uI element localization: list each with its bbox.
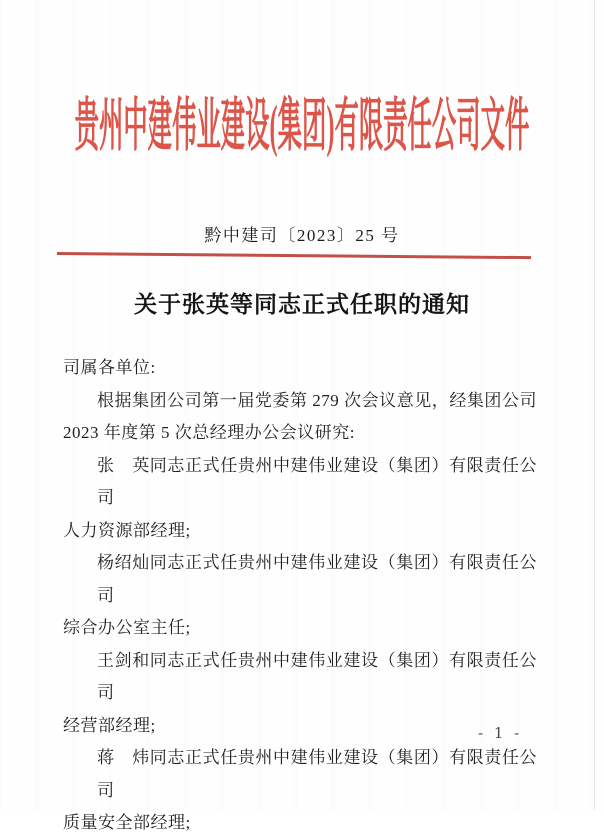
page-number: - 1 - <box>478 724 523 742</box>
body-line: 王剑和同志正式任贵州中建伟业建设（集团）有限责任公司 <box>97 650 537 702</box>
body-line: 经营部经理; <box>63 715 156 735</box>
org-title-text: 贵州中建伟业建设(集团)有限责任公司文件 <box>74 93 530 158</box>
body-line: 人力资源部经理; <box>63 520 191 540</box>
document-reference-number: 黔中建司〔2023〕25 号 <box>204 226 400 245</box>
body-line: 综合办公室主任; <box>63 618 191 637</box>
body-line: 张 英同志正式任贵州中建伟业建设（集团）有限责任公司 <box>97 455 537 507</box>
body-line: 根据集团公司第一届党委第 279 次会议意见，经集团公司 <box>97 390 537 410</box>
body-line: 杨绍灿同志正式任贵州中建伟业建设（集团）有限责任公司 <box>97 553 537 605</box>
document-body <box>63 352 537 840</box>
body-line-salutation: 司属各单位: <box>63 358 156 377</box>
body-line: 质量安全部经理; <box>63 813 191 832</box>
body-line: 2023 年度第 5 次总经理办公会议研究: <box>63 423 355 442</box>
red-divider-rule <box>57 252 531 259</box>
document-title: 关于张英等同志正式任职的通知 <box>134 292 470 317</box>
body-line: 蒋 炜同志正式任贵州中建伟业建设（集团）有限责任公司 <box>97 748 537 800</box>
red-masthead <box>0 92 604 164</box>
